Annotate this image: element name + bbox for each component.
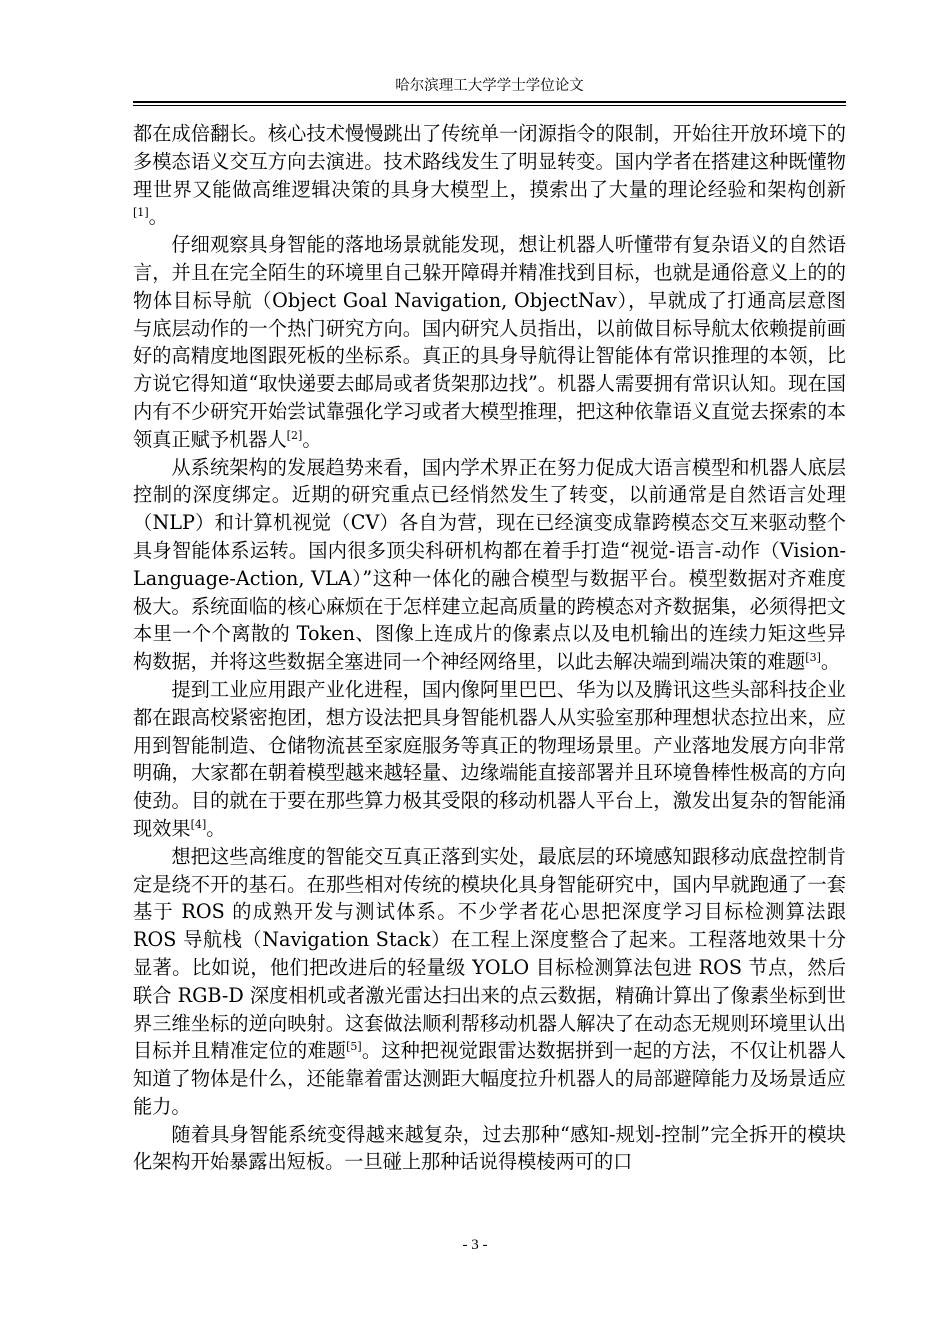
citation-ref: [3] [805, 651, 821, 665]
citation-ref: [2] [286, 428, 303, 442]
paragraph-text: 都在成倍翻长。核心技术慢慢跳出了传统单一闭源指令的限制，开始往开放环境下的多模态语义交互方向去演进。技术路线发生了明显转变。国内学者在搭建这种既懂物理世界又能做高维逻辑决策的具身大模型上，摸索出了大量的理论经验和架构创新 [133, 122, 846, 201]
paragraph-4 [133, 676, 846, 843]
paragraph-6 [133, 1121, 846, 1177]
page-number: - 3 - [462, 1237, 488, 1253]
running-header: 哈尔滨理工大学学士学位论文 [395, 78, 584, 94]
paragraph-tail: 。这种把视觉跟雷达数据拼到一起的方法，不仅让机器人知道了物体是什么，还能靠着雷达测距大幅度拉升机器人的局部避障能力及场景适应能力。 [133, 1039, 846, 1118]
citation-ref: [4] [190, 817, 207, 831]
citation-ref: [1] [133, 206, 149, 220]
paragraph-tail: 。 [206, 816, 226, 840]
body-text [133, 120, 846, 1176]
paragraph-5 [133, 843, 846, 1121]
paragraph-text: 从系统架构的发展趋势来看，国内学术界正在努力促成大语言模型和机器人底层控制的深度绑定。近期的研究重点已经悄然发生了转变，以前通常是自然语言处理（NLP）和计算机视觉（CV）各自为营，现在已经演变成靠跨模态交互来驱动整个具身智能体系运转。国内很多顶尖科研机构都在着手打造“视觉-语言-动作（Vision-Language-Action, VLA）”这种一体化的融合模型与数据平台。模型数据对齐难度极大。系统面临的核心麻烦在于怎样建立起高质量的跨模态对齐数据集，必须得把文本里一个个离散的 Token、图像上连成片的像素点以及电机输出的连续力矩这些异构数据，并将这些数据全塞进同一个神经网络里，以此去解决端到端决策的难题 [133, 455, 846, 674]
header-rule-thin [133, 105, 846, 106]
paragraph-text: 随着具身智能系统变得越来越复杂，过去那种“感知-规划-控制”完全拆开的模块化架构开始暴露出短板。一旦碰上那种话说得模棱两可的口 [133, 1122, 846, 1174]
paragraph-text: 仔细观察具身智能的落地场景就能发现，想让机器人听懂带有复杂语义的自然语言，并且在完全陌生的环境里自己躲开障碍并精准找到目标，也就是通俗意义上的的物体目标导航（Object Goal Navigation, ObjectNav），早就成了打通高层意图与底层动作的一个热门研究方向。国内研究人员指出，以前做目标导航太依赖提前画好的高精度地图跟死板的坐标系。真正的具身导航得让智能体有常识推理的本领，比方说它得知道“取快递要去邮局或者货架那边找”。机器人需要拥有常识认知。现在国内有不少研究开始尝试靠强化学习或者大模型推理，把这种依靠语义直觉去探索的本领真正赋予机器人 [133, 233, 846, 451]
paragraph-text: 想把这些高维度的智能交互真正落到实处，最底层的环境感知跟移动底盘控制肯定是绕不开的基石。在那些相对传统的模块化具身智能研究中，国内早就跑通了一套基于 ROS 的成熟开发与测试体系。不少学者花心思把深度学习目标检测算法跟 ROS 导航栈（Navigation Stack）在工程上深度整合了起来。工程落地效果十分显著。比如说，他们把改进后的轻量级 YOLO 目标检测算法包进 ROS 节点，然后联合 RGB-D 深度相机或者激光雷达扫出来的点云数据，精确计算出了像素坐标到世界三维坐标的逆向映射。这套做法顺利帮移动机器人解决了在动态无规则环境里认出目标并且精准定位的难题 [133, 844, 846, 1063]
paragraph-3 [133, 454, 846, 676]
paragraph-tail: 。 [302, 427, 322, 451]
paragraph-tail: 。 [820, 650, 841, 674]
citation-ref: [5] [346, 1040, 362, 1054]
paragraph-text: 提到工业应用跟产业化进程，国内像阿里巴巴、华为以及腾讯这些头部科技企业都在跟高校紧密抱团，想方设法把具身智能机器人从实验室那种理想状态拉出来，应用到智能制造、仓储物流甚至家庭服务等真正的物理场景里。产业落地发展方向非常明确，大家都在朝着模型越来越轻量、边缘端能直接部署并且环境鲁棒性极高的方向使劲。目的就在于要在那些算力极其受限的移动机器人平台上，激发出复杂的智能涌现效果 [133, 677, 846, 840]
paragraph-1 [133, 120, 846, 231]
header-rule-thick [133, 101, 846, 103]
paragraph-2 [133, 231, 846, 453]
paragraph-tail: 。 [148, 205, 168, 229]
